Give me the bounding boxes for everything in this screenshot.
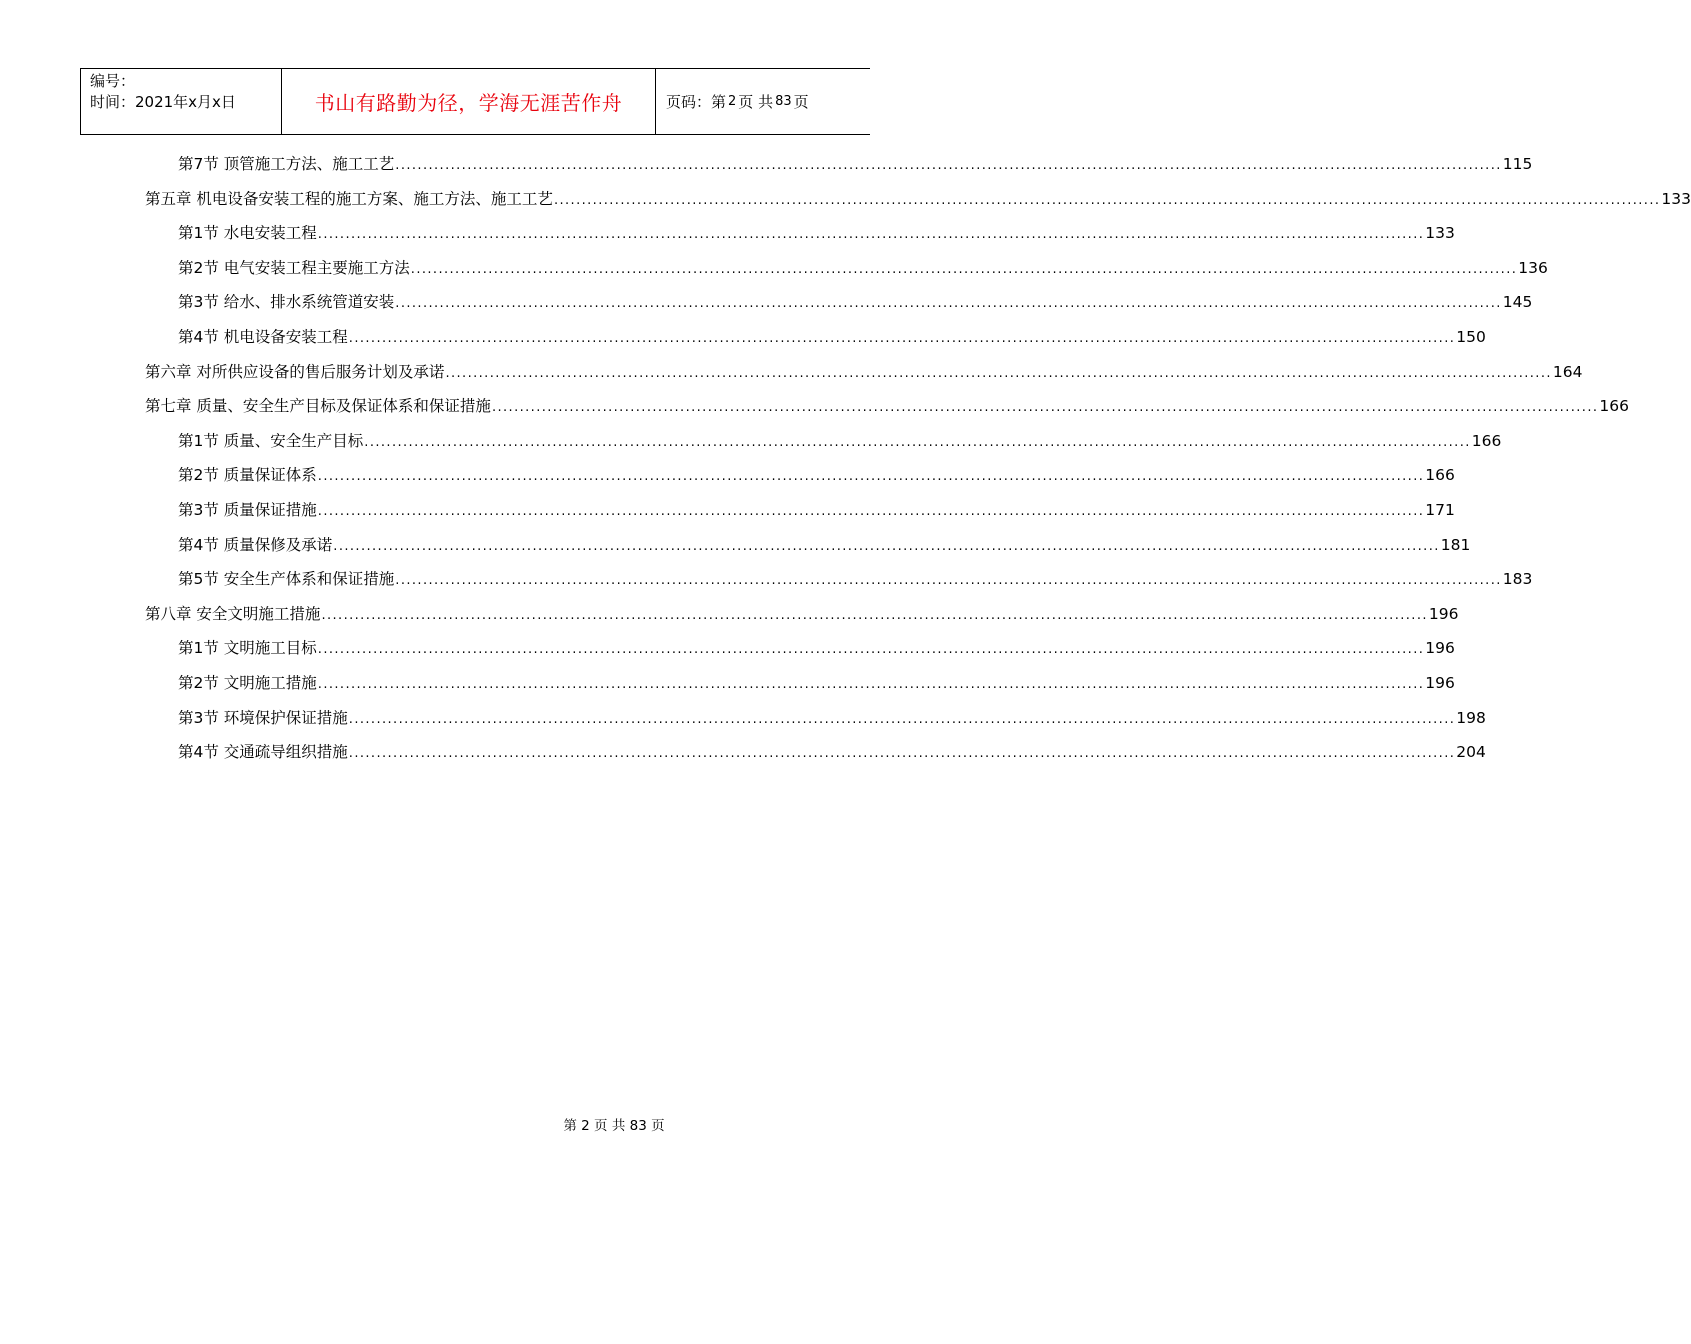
toc-entry-page: 196	[1425, 639, 1455, 658]
toc-entry-title: 第4节 质量保修及承诺	[178, 535, 333, 554]
toc-dot-leader: ........................................................................................................................................................................................................	[317, 676, 1425, 692]
toc-section-entry[interactable]	[145, 463, 1455, 498]
toc-entry-page: 133	[1661, 189, 1691, 208]
toc-entry-page: 133	[1425, 224, 1455, 243]
toc-entry-page: 198	[1456, 708, 1486, 727]
toc-dot-leader: ........................................................................................................................................................................................................	[317, 227, 1425, 243]
toc-section-entry[interactable]	[145, 152, 1533, 187]
toc-entry-page: 181	[1440, 535, 1471, 554]
toc-section-entry[interactable]	[145, 290, 1533, 325]
toc-section-entry[interactable]	[145, 221, 1455, 256]
toc-entry-title: 第1节 文明施工目标	[178, 639, 317, 658]
toc-entry-title: 第2节 电气安装工程主要施工方法	[178, 258, 410, 277]
toc-entry-page: 166	[1425, 466, 1455, 485]
date-label: 时间：2021年x月x日	[90, 93, 236, 111]
toc-entry-page: 115	[1502, 155, 1533, 173]
header-meta	[81, 69, 282, 134]
toc-entry-page: 145	[1502, 293, 1533, 312]
toc-entry-title: 第4节 机电设备安装工程	[178, 327, 348, 346]
toc-entry-page: 196	[1428, 604, 1459, 623]
page-mid: 页 共	[738, 93, 774, 111]
toc-entry-title: 第七章 质量、安全生产目标及保证体系和保证措施	[145, 397, 491, 416]
toc-entry-page: 204	[1456, 743, 1486, 762]
toc-entry-page: 136	[1518, 258, 1548, 277]
page-header	[80, 68, 870, 135]
toc-section-entry[interactable]	[145, 533, 1471, 568]
toc-entry-page: 150	[1456, 327, 1486, 346]
toc-dot-leader: ........................................................................................................................................................................................................	[321, 607, 1428, 623]
toc-dot-leader: ........................................................................................................................................................................................................	[348, 711, 1456, 727]
toc-chapter-entry[interactable]	[145, 602, 1459, 637]
page-prefix: 页码：第	[666, 93, 727, 111]
toc-dot-leader: ........................................................................................................................................................................................................	[333, 538, 1440, 554]
toc-entry-title: 第7节 顶管施工方法、施工工艺	[178, 155, 395, 173]
toc-entry-title: 第3节 环境保护保证措施	[178, 708, 348, 727]
toc-section-entry[interactable]	[145, 256, 1548, 291]
toc-entry-title: 第六章 对所供应设备的售后服务计划及承诺	[145, 362, 445, 381]
toc-section-entry[interactable]	[145, 567, 1533, 602]
page-footer: 第 2 页 共 83 页	[563, 1118, 665, 1134]
toc-section-entry[interactable]	[145, 671, 1455, 706]
table-of-contents	[145, 152, 1691, 775]
header-motto-cell	[282, 69, 656, 134]
toc-dot-leader: ........................................................................................................................................................................................................	[395, 573, 1502, 589]
toc-chapter-entry[interactable]	[145, 394, 1629, 429]
toc-dot-leader: ........................................................................................................................................................................................................	[317, 469, 1425, 485]
toc-entry-title: 第5节 安全生产体系和保证措施	[178, 570, 395, 589]
header-motto: 书山有路勤为径，学海无涯苦作舟	[314, 91, 623, 115]
toc-dot-leader: ........................................................................................................................................................................................................	[553, 192, 1661, 208]
toc-chapter-entry[interactable]	[145, 187, 1691, 222]
toc-section-entry[interactable]	[145, 740, 1486, 775]
toc-entry-page: 164	[1552, 362, 1583, 381]
toc-section-entry[interactable]	[145, 706, 1486, 741]
toc-dot-leader: ........................................................................................................................................................................................................	[491, 400, 1599, 416]
toc-dot-leader: ........................................................................................................................................................................................................	[445, 365, 1552, 381]
toc-section-entry[interactable]	[145, 429, 1502, 464]
page-total: 83	[775, 94, 792, 109]
toc-entry-page: 166	[1471, 431, 1502, 450]
toc-dot-leader: ........................................................................................................................................................................................................	[348, 746, 1456, 762]
toc-dot-leader: ........................................................................................................................................................................................................	[317, 642, 1425, 658]
toc-section-entry[interactable]	[145, 498, 1455, 533]
page-suffix: 页	[793, 93, 809, 111]
toc-entry-title: 第4节 交通疏导组织措施	[178, 743, 348, 762]
toc-entry-title: 第2节 文明施工措施	[178, 673, 317, 692]
toc-entry-title: 第3节 质量保证措施	[178, 500, 317, 519]
toc-chapter-entry[interactable]	[145, 360, 1583, 395]
toc-dot-leader: ........................................................................................................................................................................................................	[364, 434, 1471, 450]
toc-dot-leader: ........................................................................................................................................................................................................	[410, 261, 1518, 277]
toc-entry-title: 第1节 水电安装工程	[178, 224, 317, 243]
page-current: 2	[728, 94, 737, 109]
toc-entry-page: 183	[1502, 570, 1533, 589]
header-page-info	[656, 69, 870, 134]
toc-entry-title: 第2节 质量保证体系	[178, 466, 317, 485]
toc-entry-title: 第八章 安全文明施工措施	[145, 604, 321, 623]
serial-number-label: 编号：	[90, 72, 136, 90]
toc-dot-leader: ........................................................................................................................................................................................................	[317, 503, 1425, 519]
toc-entry-title: 第3节 给水、排水系统管道安装	[178, 293, 395, 312]
toc-section-entry[interactable]	[145, 325, 1486, 360]
toc-entry-title: 第1节 质量、安全生产目标	[178, 431, 364, 450]
toc-entry-page: 196	[1425, 673, 1455, 692]
toc-section-entry[interactable]	[145, 636, 1455, 671]
toc-dot-leader: ........................................................................................................................................................................................................	[348, 330, 1456, 346]
toc-entry-page: 166	[1599, 397, 1629, 416]
toc-dot-leader: ........................................................................................................................................................................................................	[395, 158, 1502, 173]
toc-entry-page: 171	[1425, 500, 1455, 519]
toc-dot-leader: ........................................................................................................................................................................................................	[395, 296, 1502, 312]
toc-entry-title: 第五章 机电设备安装工程的施工方案、施工方法、施工工艺	[145, 189, 553, 208]
